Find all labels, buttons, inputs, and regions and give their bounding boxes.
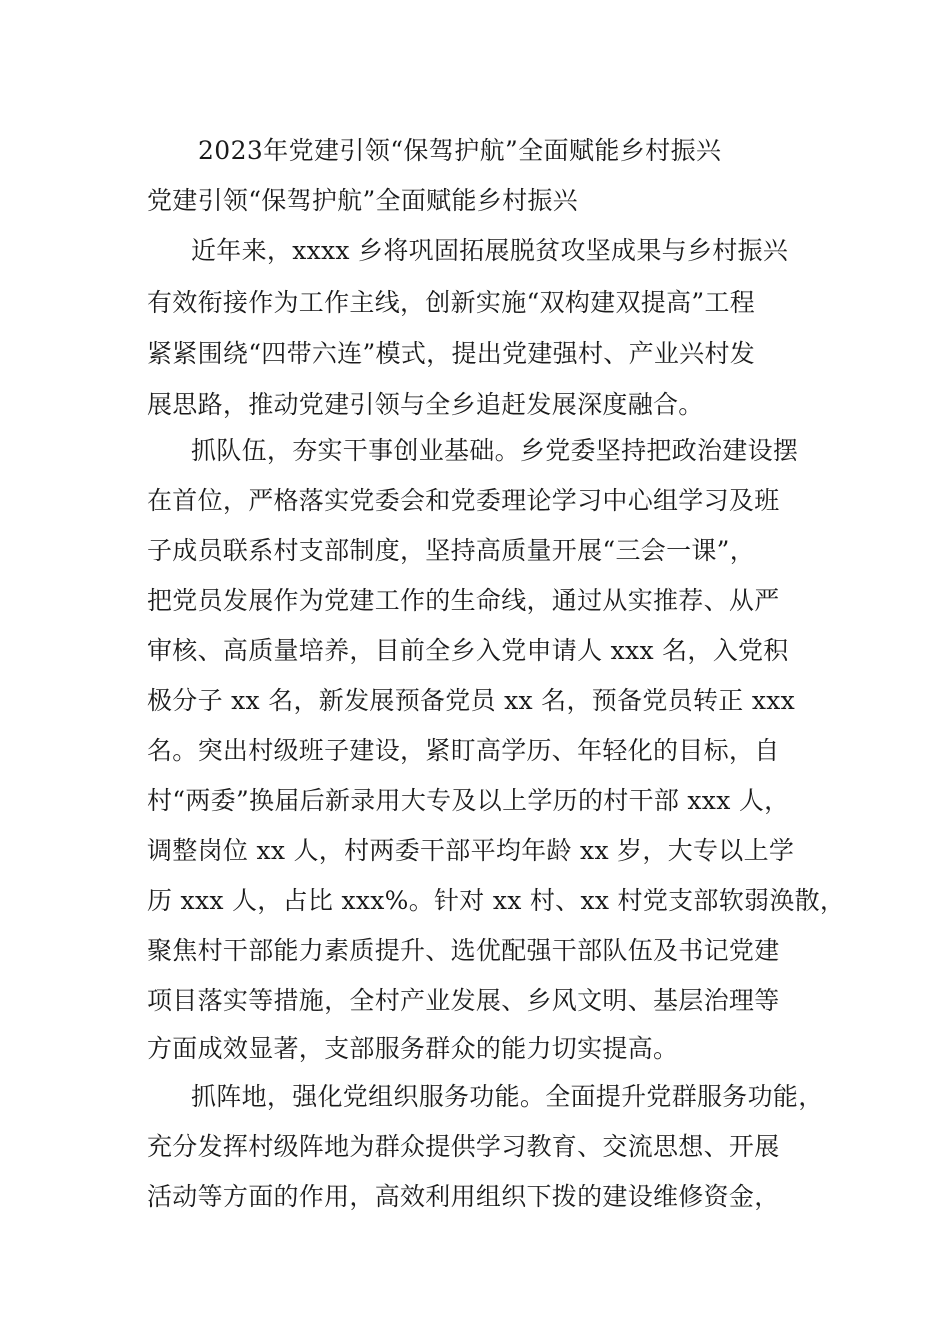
paragraph-line: 近年来，xxxx 乡将巩固拓展脱贫攻坚成果与乡村振兴 xyxy=(191,236,789,265)
paragraph-line: 抓阵地，强化党组织服务功能。全面提升党群服务功能， xyxy=(191,1082,824,1111)
paragraph-line: 历 xxx 人，占比 xxx%。针对 xx 村、xx 村党支部软弱涣散， xyxy=(147,886,846,915)
paragraph-line: 展思路，推动党建引领与全乡追赶发展深度融合。 xyxy=(147,390,704,419)
paragraph-line: 名。突出村级班子建设，紧盯高学历、年轻化的目标，自 xyxy=(147,736,780,765)
document-subtitle: 党建引领“保驾护航”全面赋能乡村振兴 xyxy=(147,186,578,215)
paragraph-line: 项目落实等措施，全村产业发展、乡风文明、基层治理等 xyxy=(147,986,780,1015)
paragraph-line: 紧紧围绕“四带六连”模式，提出党建强村、产业兴村发 xyxy=(147,339,756,368)
paragraph-line: 村“两委”换届后新录用大专及以上学历的村干部 xxx 人， xyxy=(147,786,790,815)
paragraph-line: 活动等方面的作用，高效利用组织下拨的建设维修资金， xyxy=(147,1182,780,1211)
paragraph-line: 子成员联系村支部制度，坚持高质量开展“三会一课”， xyxy=(147,536,756,565)
paragraph-line: 充分发挥村级阵地为群众提供学习教育、交流思想、开展 xyxy=(147,1132,780,1161)
paragraph-line: 在首位，严格落实党委会和党委理论学习中心组学习及班 xyxy=(147,486,780,515)
document-title: 2023年党建引领“保驾护航”全面赋能乡村振兴 xyxy=(198,136,722,165)
paragraph-line: 审核、高质量培养，目前全乡入党申请人 xxx 名，入党积 xyxy=(147,636,789,665)
paragraph-line: 方面成效显著，支部服务群众的能力切实提高。 xyxy=(147,1034,679,1063)
paragraph-line: 聚焦村干部能力素质提升、选优配强干部队伍及书记党建 xyxy=(147,936,780,965)
paragraph-line: 调整岗位 xx 人，村两委干部平均年龄 xx 岁，大专以上学 xyxy=(147,836,795,865)
paragraph-line: 极分子 xx 名，新发展预备党员 xx 名，预备党员转正 xxx xyxy=(147,686,796,715)
paragraph-line: 抓队伍，夯实干事创业基础。乡党委坚持把政治建设摆 xyxy=(191,436,799,465)
paragraph-line: 有效衔接作为工作主线，创新实施“双构建双提高”工程 xyxy=(147,288,756,317)
paragraph-line: 把党员发展作为党建工作的生命线，通过从实推荐、从严 xyxy=(147,586,780,615)
